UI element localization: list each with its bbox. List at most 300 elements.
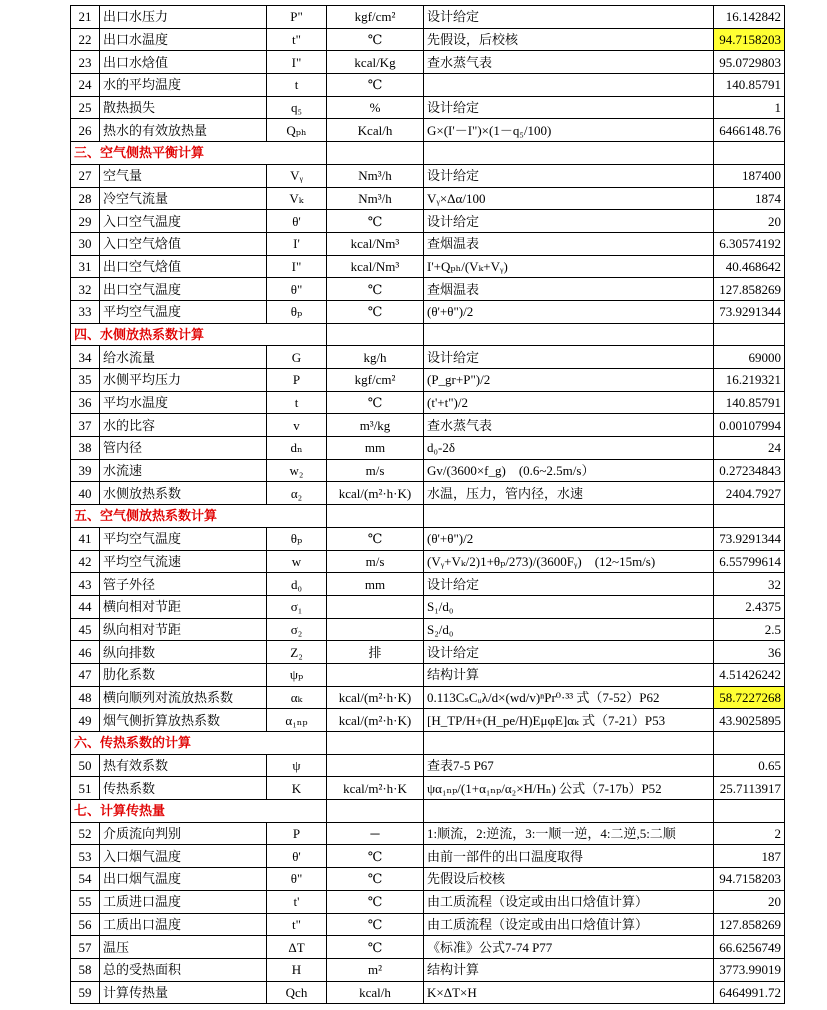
row-number-cell[interactable]: 22: [71, 28, 100, 51]
formula-cell[interactable]: 由工质流程（设定或由出口焓值计算）: [424, 913, 714, 936]
unit-cell[interactable]: mm: [327, 437, 424, 460]
value-cell[interactable]: 0.00107994: [714, 414, 785, 437]
symbol-cell[interactable]: t: [267, 391, 327, 414]
unit-cell[interactable]: ℃: [327, 28, 424, 51]
value-cell[interactable]: 24: [714, 437, 785, 460]
value-cell[interactable]: 127.858269: [714, 913, 785, 936]
row-number-cell[interactable]: 58: [71, 958, 100, 981]
unit-cell[interactable]: ℃: [327, 74, 424, 97]
formula-cell[interactable]: (t'+t")/2: [424, 391, 714, 414]
row-number-cell[interactable]: 49: [71, 709, 100, 732]
section-header-row: [71, 142, 785, 165]
formula-cell[interactable]: 设计给定: [424, 641, 714, 664]
empty-cell[interactable]: [714, 800, 785, 823]
symbol-cell[interactable]: α₁ₙₚ: [267, 709, 327, 732]
formula-cell[interactable]: 《标准》公式7-74 P77: [424, 936, 714, 959]
row-number-cell[interactable]: 26: [71, 119, 100, 142]
formula-cell[interactable]: 0.113CₛCᵤλ/d×(wd/v)ⁿPr⁰·³³ 式（7-52）P62: [424, 686, 714, 709]
symbol-cell[interactable]: w: [267, 550, 327, 573]
symbol-cell[interactable]: Qₚₕ: [267, 119, 327, 142]
symbol-cell[interactable]: θₚ: [267, 527, 327, 550]
unit-cell[interactable]: ℃: [327, 527, 424, 550]
formula-cell[interactable]: 先假设后校核: [424, 868, 714, 891]
table-row: [71, 482, 785, 505]
section-header-row: [71, 800, 785, 823]
value-cell[interactable]: 1: [714, 96, 785, 119]
formula-cell[interactable]: 结构计算: [424, 663, 714, 686]
formula-cell[interactable]: 设计给定: [424, 164, 714, 187]
row-number-cell[interactable]: 45: [71, 618, 100, 641]
symbol-cell[interactable]: θ": [267, 868, 327, 891]
table-row: [71, 686, 785, 709]
unit-cell[interactable]: 排: [327, 641, 424, 664]
value-cell[interactable]: 32: [714, 573, 785, 596]
symbol-cell[interactable]: q₅: [267, 96, 327, 119]
parameter-name-cell[interactable]: 出口空气温度: [100, 278, 267, 301]
section-title[interactable]: 三、空气侧热平衡计算: [71, 142, 327, 165]
formula-cell[interactable]: 由前一部件的出口温度取得: [424, 845, 714, 868]
symbol-cell[interactable]: ψₚ: [267, 663, 327, 686]
row-number-cell[interactable]: 43: [71, 573, 100, 596]
unit-cell[interactable]: ─: [327, 822, 424, 845]
row-number-cell[interactable]: 25: [71, 96, 100, 119]
row-number-cell[interactable]: 35: [71, 369, 100, 392]
value-cell[interactable]: 6466148.76: [714, 119, 785, 142]
unit-cell[interactable]: kcal/h: [327, 981, 424, 1004]
row-number-cell[interactable]: 51: [71, 777, 100, 800]
unit-cell[interactable]: %: [327, 96, 424, 119]
row-number-cell[interactable]: 47: [71, 663, 100, 686]
table-row: [71, 232, 785, 255]
value-cell[interactable]: 187: [714, 845, 785, 868]
unit-cell[interactable]: kcal/m²·h·K: [327, 777, 424, 800]
unit-cell[interactable]: [327, 618, 424, 641]
row-number-cell[interactable]: 28: [71, 187, 100, 210]
symbol-cell[interactable]: d₀: [267, 573, 327, 596]
value-cell[interactable]: 1874: [714, 187, 785, 210]
unit-cell[interactable]: Kcal/h: [327, 119, 424, 142]
unit-cell[interactable]: kgf/cm²: [327, 369, 424, 392]
value-cell[interactable]: 2.4375: [714, 595, 785, 618]
table-row: [71, 187, 785, 210]
parameter-name-cell[interactable]: 入口空气温度: [100, 210, 267, 233]
value-cell[interactable]: 25.7113917: [714, 777, 785, 800]
symbol-cell[interactable]: P: [267, 369, 327, 392]
parameter-name-cell[interactable]: 总的受热面积: [100, 958, 267, 981]
parameter-name-cell[interactable]: 水的比容: [100, 414, 267, 437]
symbol-cell[interactable]: α₂: [267, 482, 327, 505]
parameter-name-cell[interactable]: 平均空气流速: [100, 550, 267, 573]
row-number-cell[interactable]: 36: [71, 391, 100, 414]
symbol-cell[interactable]: P: [267, 822, 327, 845]
row-number-cell[interactable]: 44: [71, 595, 100, 618]
formula-cell[interactable]: K×ΔT×H: [424, 981, 714, 1004]
unit-cell[interactable]: kg/h: [327, 346, 424, 369]
unit-cell[interactable]: m²: [327, 958, 424, 981]
formula-cell[interactable]: I'+Qₚₕ/(Vₖ+Vᵧ): [424, 255, 714, 278]
empty-cell[interactable]: [714, 323, 785, 346]
row-number-cell[interactable]: 50: [71, 754, 100, 777]
formula-cell[interactable]: 设计给定: [424, 346, 714, 369]
parameter-name-cell[interactable]: 出口水焓值: [100, 51, 267, 74]
symbol-cell[interactable]: I": [267, 51, 327, 74]
table-row: [71, 119, 785, 142]
symbol-cell[interactable]: H: [267, 958, 327, 981]
symbol-cell[interactable]: Z₂: [267, 641, 327, 664]
table-row: [71, 278, 785, 301]
symbol-cell[interactable]: θ': [267, 845, 327, 868]
table-row: [71, 391, 785, 414]
parameter-name-cell[interactable]: 管子外径: [100, 573, 267, 596]
value-cell[interactable]: 40.468642: [714, 255, 785, 278]
unit-cell[interactable]: kcal/(m²·h·K): [327, 686, 424, 709]
parameter-name-cell[interactable]: 温压: [100, 936, 267, 959]
formula-cell[interactable]: 1:顺流，2:逆流，3:一顺一逆，4:二逆,5:二顺: [424, 822, 714, 845]
parameter-name-cell[interactable]: 横向顺列对流放热系数: [100, 686, 267, 709]
parameter-name-cell[interactable]: 水侧放热系数: [100, 482, 267, 505]
formula-cell[interactable]: G×(I'－I")×(1－q₅/100): [424, 119, 714, 142]
empty-cell[interactable]: [424, 323, 714, 346]
symbol-cell[interactable]: ΔT: [267, 936, 327, 959]
value-cell[interactable]: 20: [714, 890, 785, 913]
table-row: [71, 346, 785, 369]
symbol-cell[interactable]: K: [267, 777, 327, 800]
section-header-row: [71, 323, 785, 346]
unit-cell[interactable]: ℃: [327, 278, 424, 301]
value-cell[interactable]: 127.858269: [714, 278, 785, 301]
formula-cell[interactable]: S₂/d₀: [424, 618, 714, 641]
formula-cell[interactable]: 查烟温表: [424, 232, 714, 255]
parameter-name-cell[interactable]: 出口水温度: [100, 28, 267, 51]
table-row: [71, 210, 785, 233]
unit-cell[interactable]: kcal/Nm³: [327, 255, 424, 278]
value-cell[interactable]: 36: [714, 641, 785, 664]
row-number-cell[interactable]: 38: [71, 437, 100, 460]
table-row: [71, 618, 785, 641]
formula-cell[interactable]: 水温，压力，管内径，水速: [424, 482, 714, 505]
table-row: [71, 255, 785, 278]
table-row: [71, 890, 785, 913]
table-row: [71, 641, 785, 664]
formula-cell[interactable]: [H_TP/H+(H_pe/H)EμφE]αₖ 式（7-21）P53: [424, 709, 714, 732]
table-row: [71, 414, 785, 437]
value-cell[interactable]: 58.7227268: [714, 686, 785, 709]
table-body: [71, 6, 785, 1004]
value-cell[interactable]: 140.85791: [714, 391, 785, 414]
parameter-name-cell[interactable]: 纵向相对节距: [100, 618, 267, 641]
formula-cell[interactable]: 查表7-5 P67: [424, 754, 714, 777]
value-cell[interactable]: 187400: [714, 164, 785, 187]
parameter-name-cell[interactable]: 传热系数: [100, 777, 267, 800]
value-cell[interactable]: 3773.99019: [714, 958, 785, 981]
row-number-cell[interactable]: 48: [71, 686, 100, 709]
unit-cell[interactable]: ℃: [327, 936, 424, 959]
table-row: [71, 822, 785, 845]
value-cell[interactable]: 16.142842: [714, 6, 785, 29]
value-cell[interactable]: 6.55799614: [714, 550, 785, 573]
unit-cell[interactable]: ℃: [327, 391, 424, 414]
row-number-cell[interactable]: 31: [71, 255, 100, 278]
formula-cell[interactable]: (θ'+θ")/2: [424, 300, 714, 323]
symbol-cell[interactable]: I": [267, 255, 327, 278]
symbol-cell[interactable]: θ': [267, 210, 327, 233]
formula-cell[interactable]: (P_gr+P")/2: [424, 369, 714, 392]
symbol-cell[interactable]: σ₁: [267, 595, 327, 618]
empty-cell[interactable]: [327, 323, 424, 346]
formula-cell[interactable]: 结构计算: [424, 958, 714, 981]
row-number-cell[interactable]: 30: [71, 232, 100, 255]
row-number-cell[interactable]: 57: [71, 936, 100, 959]
value-cell[interactable]: 6464991.72: [714, 981, 785, 1004]
table-row: [71, 754, 785, 777]
section-title[interactable]: 七、计算传热量: [71, 800, 327, 823]
row-number-cell[interactable]: 27: [71, 164, 100, 187]
parameter-name-cell[interactable]: 管内径: [100, 437, 267, 460]
row-number-cell[interactable]: 53: [71, 845, 100, 868]
parameter-name-cell[interactable]: 肋化系数: [100, 663, 267, 686]
section-header-row: [71, 505, 785, 528]
row-number-cell[interactable]: 21: [71, 6, 100, 29]
value-cell[interactable]: 16.219321: [714, 369, 785, 392]
unit-cell[interactable]: ℃: [327, 300, 424, 323]
row-number-cell[interactable]: 55: [71, 890, 100, 913]
value-cell[interactable]: 43.9025895: [714, 709, 785, 732]
parameter-name-cell[interactable]: 入口烟气温度: [100, 845, 267, 868]
row-number-cell[interactable]: 41: [71, 527, 100, 550]
table-row: [71, 28, 785, 51]
parameter-name-cell[interactable]: 给水流量: [100, 346, 267, 369]
value-cell[interactable]: 2.5: [714, 618, 785, 641]
symbol-cell[interactable]: I': [267, 232, 327, 255]
table-row: [71, 868, 785, 891]
formula-cell[interactable]: Vᵧ×Δα/100: [424, 187, 714, 210]
row-number-cell[interactable]: 32: [71, 278, 100, 301]
formula-cell[interactable]: 查烟温表: [424, 278, 714, 301]
unit-cell[interactable]: ℃: [327, 890, 424, 913]
unit-cell[interactable]: ℃: [327, 845, 424, 868]
unit-cell[interactable]: [327, 754, 424, 777]
formula-cell[interactable]: ψα₁ₙₚ/(1+α₁ₙₚ/α₂×H/Hₙ) 公式（7-17b）P52: [424, 777, 714, 800]
symbol-cell[interactable]: θₚ: [267, 300, 327, 323]
formula-cell[interactable]: 先假设，后校核: [424, 28, 714, 51]
symbol-cell[interactable]: t": [267, 913, 327, 936]
unit-cell[interactable]: ℃: [327, 913, 424, 936]
parameter-name-cell[interactable]: 水侧平均压力: [100, 369, 267, 392]
parameter-name-cell[interactable]: 平均空气温度: [100, 300, 267, 323]
table-row: [71, 936, 785, 959]
value-cell[interactable]: 95.0729803: [714, 51, 785, 74]
empty-cell[interactable]: [424, 142, 714, 165]
formula-cell[interactable]: 查水蒸气表: [424, 51, 714, 74]
formula-cell[interactable]: 设计给定: [424, 96, 714, 119]
value-cell[interactable]: 20: [714, 210, 785, 233]
section-title[interactable]: 四、水侧放热系数计算: [71, 323, 327, 346]
symbol-cell[interactable]: t": [267, 28, 327, 51]
symbol-cell[interactable]: t: [267, 74, 327, 97]
formula-cell[interactable]: d₀-2δ: [424, 437, 714, 460]
unit-cell[interactable]: [327, 595, 424, 618]
unit-cell[interactable]: ℃: [327, 210, 424, 233]
symbol-cell[interactable]: dₙ: [267, 437, 327, 460]
value-cell[interactable]: 94.7158203: [714, 868, 785, 891]
value-cell[interactable]: 0.27234843: [714, 459, 785, 482]
parameter-name-cell[interactable]: 散热损失: [100, 96, 267, 119]
empty-cell[interactable]: [327, 732, 424, 755]
parameter-name-cell[interactable]: 热水的有效放热量: [100, 119, 267, 142]
unit-cell[interactable]: mm: [327, 573, 424, 596]
value-cell[interactable]: 73.9291344: [714, 300, 785, 323]
empty-cell[interactable]: [424, 505, 714, 528]
parameter-name-cell[interactable]: 水的平均温度: [100, 74, 267, 97]
parameter-name-cell[interactable]: 工质出口温度: [100, 913, 267, 936]
empty-cell[interactable]: [327, 142, 424, 165]
empty-cell[interactable]: [424, 800, 714, 823]
symbol-cell[interactable]: ψ: [267, 754, 327, 777]
table-row: [71, 96, 785, 119]
section-header-row: [71, 732, 785, 755]
row-number-cell[interactable]: 54: [71, 868, 100, 891]
row-number-cell[interactable]: 24: [71, 74, 100, 97]
parameter-name-cell[interactable]: 热有效系数: [100, 754, 267, 777]
table-row: [71, 777, 785, 800]
table-row: [71, 437, 785, 460]
symbol-cell[interactable]: t': [267, 890, 327, 913]
value-cell[interactable]: 66.6256749: [714, 936, 785, 959]
unit-cell[interactable]: kcal/(m²·h·K): [327, 709, 424, 732]
formula-cell[interactable]: 设计给定: [424, 210, 714, 233]
value-cell[interactable]: 2: [714, 822, 785, 845]
empty-cell[interactable]: [424, 732, 714, 755]
parameter-name-cell[interactable]: 出口烟气温度: [100, 868, 267, 891]
table-row: [71, 51, 785, 74]
unit-cell[interactable]: kcal/Kg: [327, 51, 424, 74]
formula-cell[interactable]: 由工质流程（设定或由出口焓值计算）: [424, 890, 714, 913]
table-row: [71, 550, 785, 573]
value-cell[interactable]: 0.65: [714, 754, 785, 777]
empty-cell[interactable]: [714, 732, 785, 755]
empty-cell[interactable]: [327, 800, 424, 823]
table-row: [71, 369, 785, 392]
unit-cell[interactable]: Nm³/h: [327, 164, 424, 187]
empty-cell[interactable]: [714, 142, 785, 165]
empty-cell[interactable]: [714, 505, 785, 528]
table-row: [71, 981, 785, 1004]
symbol-cell[interactable]: P": [267, 6, 327, 29]
formula-cell[interactable]: 设计给定: [424, 6, 714, 29]
parameter-name-cell[interactable]: 入口空气焓值: [100, 232, 267, 255]
parameter-name-cell[interactable]: 平均空气温度: [100, 527, 267, 550]
table-row: [71, 74, 785, 97]
row-number-cell[interactable]: 56: [71, 913, 100, 936]
table-row: [71, 845, 785, 868]
symbol-cell[interactable]: Qch: [267, 981, 327, 1004]
parameter-name-cell[interactable]: 空气量: [100, 164, 267, 187]
row-number-cell[interactable]: 40: [71, 482, 100, 505]
parameter-name-cell[interactable]: 水流速: [100, 459, 267, 482]
formula-cell[interactable]: (θ'+θ")/2: [424, 527, 714, 550]
value-cell[interactable]: 4.51426242: [714, 663, 785, 686]
symbol-cell[interactable]: Vₖ: [267, 187, 327, 210]
value-cell[interactable]: 94.7158203: [714, 28, 785, 51]
value-cell[interactable]: 140.85791: [714, 74, 785, 97]
symbol-cell[interactable]: θ": [267, 278, 327, 301]
section-title[interactable]: 五、空气侧放热系数计算: [71, 505, 327, 528]
table-row: [71, 958, 785, 981]
value-cell[interactable]: 2404.7927: [714, 482, 785, 505]
value-cell[interactable]: 6.30574192: [714, 232, 785, 255]
table-row: [71, 595, 785, 618]
parameter-name-cell[interactable]: 冷空气流量: [100, 187, 267, 210]
unit-cell[interactable]: [327, 663, 424, 686]
formula-cell[interactable]: 设计给定: [424, 573, 714, 596]
value-cell[interactable]: 73.9291344: [714, 527, 785, 550]
symbol-cell[interactable]: σ₂: [267, 618, 327, 641]
row-number-cell[interactable]: 34: [71, 346, 100, 369]
row-number-cell[interactable]: 23: [71, 51, 100, 74]
table-row: [71, 527, 785, 550]
unit-cell[interactable]: m³/kg: [327, 414, 424, 437]
parameter-name-cell[interactable]: 计算传热量: [100, 981, 267, 1004]
parameter-name-cell[interactable]: 烟气侧折算放热系数: [100, 709, 267, 732]
calculation-table: [70, 5, 785, 1004]
unit-cell[interactable]: m/s: [327, 459, 424, 482]
unit-cell[interactable]: ℃: [327, 868, 424, 891]
symbol-cell[interactable]: Vᵧ: [267, 164, 327, 187]
empty-cell[interactable]: [327, 505, 424, 528]
table-row: [71, 164, 785, 187]
row-number-cell[interactable]: 59: [71, 981, 100, 1004]
unit-cell[interactable]: m/s: [327, 550, 424, 573]
row-number-cell[interactable]: 42: [71, 550, 100, 573]
formula-cell[interactable]: 查水蒸气表: [424, 414, 714, 437]
unit-cell[interactable]: Nm³/h: [327, 187, 424, 210]
formula-cell[interactable]: S₁/d₀: [424, 595, 714, 618]
value-cell[interactable]: 69000: [714, 346, 785, 369]
parameter-name-cell[interactable]: 纵向排数: [100, 641, 267, 664]
row-number-cell[interactable]: 37: [71, 414, 100, 437]
row-number-cell[interactable]: 33: [71, 300, 100, 323]
formula-cell[interactable]: [424, 74, 714, 97]
formula-cell[interactable]: Gv/(3600×f_g) (0.6~2.5m/s）: [424, 459, 714, 482]
table-row: [71, 913, 785, 936]
table-row: [71, 573, 785, 596]
row-number-cell[interactable]: 46: [71, 641, 100, 664]
unit-cell[interactable]: kcal/(m²·h·K): [327, 482, 424, 505]
unit-cell[interactable]: kgf/cm²: [327, 6, 424, 29]
symbol-cell[interactable]: w₂: [267, 459, 327, 482]
table-row: [71, 300, 785, 323]
table-row: [71, 709, 785, 732]
parameter-name-cell[interactable]: 介质流向判别: [100, 822, 267, 845]
unit-cell[interactable]: kcal/Nm³: [327, 232, 424, 255]
parameter-name-cell[interactable]: 横向相对节距: [100, 595, 267, 618]
row-number-cell[interactable]: 29: [71, 210, 100, 233]
parameter-name-cell[interactable]: 出口水压力: [100, 6, 267, 29]
symbol-cell[interactable]: v: [267, 414, 327, 437]
table-row: [71, 6, 785, 29]
parameter-name-cell[interactable]: 出口空气焓值: [100, 255, 267, 278]
row-number-cell[interactable]: 52: [71, 822, 100, 845]
symbol-cell[interactable]: αₖ: [267, 686, 327, 709]
table-row: [71, 663, 785, 686]
table-row: [71, 459, 785, 482]
symbol-cell[interactable]: G: [267, 346, 327, 369]
section-title[interactable]: 六、传热系数的计算: [71, 732, 327, 755]
row-number-cell[interactable]: 39: [71, 459, 100, 482]
parameter-name-cell[interactable]: 工质进口温度: [100, 890, 267, 913]
parameter-name-cell[interactable]: 平均水温度: [100, 391, 267, 414]
formula-cell[interactable]: (Vᵧ+Vₖ/2)1+θₚ/273)/(3600Fᵧ) (12~15m/s): [424, 550, 714, 573]
